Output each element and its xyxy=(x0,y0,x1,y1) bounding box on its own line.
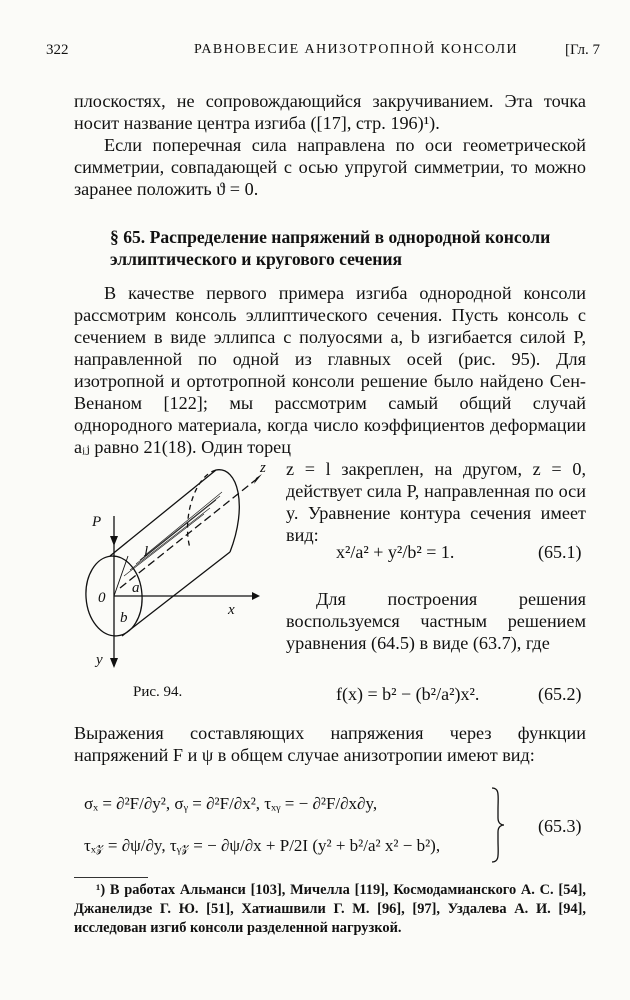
equation-65-2: f(x) = b² − (b²/a²)x². xyxy=(336,684,480,704)
page-number: 322 xyxy=(46,42,69,58)
footnote xyxy=(74,881,586,938)
footnote-text: ¹) В работах Альманси [103], Мичелла [119], Космодамианского А. С. [54], Джанелидзе Г. Ю. [51], Хатиашвили Г. М. [96], [97], Уздалева А. И. [94], исследован изгиб консоли разделенной нагрузкой. xyxy=(74,882,586,936)
equation-65-3-line-1: σₓ = ∂²F/∂y², σᵧ = ∂²F/∂x², τₓᵧ = − ∂²F/∂x∂y, xyxy=(84,794,378,813)
label-l: l xyxy=(144,544,149,560)
chapter-label: [Гл. 7 xyxy=(564,42,600,58)
label-O: 0 xyxy=(98,590,106,606)
label-P: P xyxy=(92,514,102,530)
paragraph-stress-functions: Выражения составляющих напряжения через функции напряжений F и ψ в общем случае анизотропии имеют вид: xyxy=(74,723,586,765)
section-title: § 65. Распределение напряжений в однородной консоли эллиптического и кругового сечения xyxy=(110,227,551,269)
paragraph-symmetry: Если поперечная сила направлена по оси геометрической симметрии, совпадающей с осью упругой симметрии, то можно заранее положить ϑ = 0. xyxy=(74,135,586,199)
back-ellipse xyxy=(216,470,239,552)
label-y: y xyxy=(96,652,103,668)
label-b: b xyxy=(120,610,128,626)
hatch-3 xyxy=(124,514,204,576)
label-z: z xyxy=(260,460,266,476)
hatch-4 xyxy=(140,496,220,560)
equation-65-3-line-2: τₓ𝓏 = ∂ψ/∂y, τᵧ𝓏 = − ∂ψ/∂x + P/2I (y² + b²/a² x² − b²), xyxy=(84,836,441,855)
x-arrowhead xyxy=(252,592,260,600)
hatch-5 xyxy=(144,492,222,556)
paragraph-example: В качестве первого примера изгиба однородной консоли рассмотрим консоль эллиптического сечения. Пусть консоль с сечением в виде эллипса с полуосями a, b изгибается силой P, направленной по одной из главных осей (рис. 95). Для изотропной и ортотропной консоли решение было найдено Сен-Венаном [122]; мы рассмотрим самый общий случай однородного материала, когда число коэффициентов деформации aᵢⱼ равно 21(18). Один торец xyxy=(74,283,586,457)
paragraph-example-continued: z = l закреплен, на другом, z = 0, действует сила P, направленная по оси y. Уравнение контура сечения имеет вид: xyxy=(286,459,586,545)
paragraph-solution: Для построения решения воспользуемся частным решением уравнения (64.5) в виде (63.7), где xyxy=(286,589,586,653)
equation-65-1: x²/a² + y²/b² = 1. xyxy=(336,542,455,562)
figure-caption: Рис. 94. xyxy=(133,684,183,700)
system-brace xyxy=(488,786,508,864)
cantilever-drawing xyxy=(70,456,280,674)
equation-number-65-2: (65.2) xyxy=(538,684,582,704)
paragraph-continuation: плоскостях, не сопровождающийся закручиванием. Эта точка носит название центра изгиба ([17], стр. 196)¹). xyxy=(74,91,586,133)
hatch-2 xyxy=(130,508,210,570)
z-axis xyxy=(120,478,258,588)
y-arrowhead xyxy=(110,658,118,668)
label-x: x xyxy=(228,602,235,618)
equation-number-65-1: (65.1) xyxy=(538,542,582,562)
running-title: РАВНОВЕСИЕ АНИЗОТРОПНОЙ КОНСОЛИ xyxy=(194,42,519,57)
equation-number-65-3: (65.3) xyxy=(538,816,582,836)
footnote-rule xyxy=(74,877,148,878)
label-a: a xyxy=(132,580,140,596)
figure-elliptic-cantilever xyxy=(70,456,280,674)
force-arrowhead xyxy=(110,536,118,546)
running-header xyxy=(46,42,600,64)
length-marker xyxy=(114,556,128,596)
